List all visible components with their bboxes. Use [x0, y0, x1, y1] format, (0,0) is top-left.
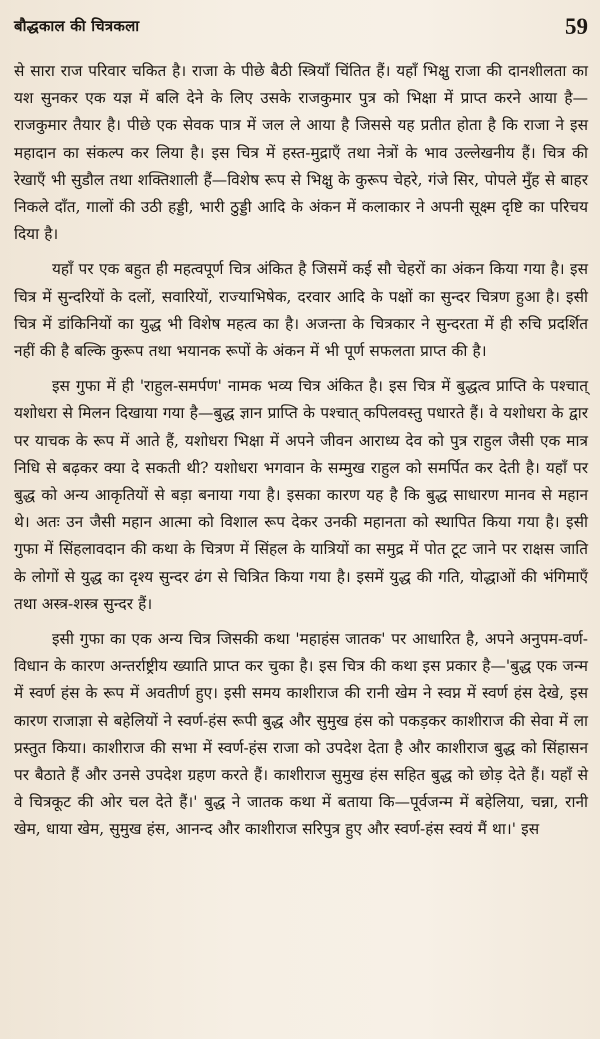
page-number: 59 [565, 14, 588, 39]
body-text [14, 58, 588, 852]
paragraph: से सारा राज परिवार चकित है। राजा के पीछे बैठी स्त्रियाँ चिंतित हैं। यहाँ भिक्षु राजा की दानशीलता का यश सुनकर एक यज्ञ में बलि देने के लिए उसके राजकुमार पुत्र को भिक्षा में प्राप्त करने आया है—राजकुमार तैयार है। पीछे एक सेवक पात्र में जल ले आया है जिससे यह प्रतीत होता है कि राजा ने इस महादान का संकल्प कर लिया है। इस चित्र में हस्त-मुद्राएँ तथा नेत्रों के भाव उल्लेखनीय हैं। चित्र की रेखाएँ भी सुडौल तथा शक्तिशाली हैं—विशेष रूप से भिक्षु के कुरूप चेहरे, गंजे सिर, पोपले मुँह से बाहर निकले दाँत, गालों की उठी हड्डी, भारी ठुड्डी आदि के अंकन में कलाकार ने अपनी सूक्ष्म दृष्टि का परिचय दिया है। [14, 62, 588, 244]
paragraph: यहाँ पर एक बहुत ही महत्वपूर्ण चित्र अंकित है जिसमें कई सौ चेहरों का अंकन किया गया है। इस चित्र में सुन्दरियों के दलों, सवारियों, राज्याभिषेक, दरवार आदि के पक्षों का सुन्दर चित्रण हुआ है। इसी चित्र में डांकिनियों का युद्ध भी विशेष महत्व का है। अजन्ता के चित्रकार ने सुन्दरता में ही रुचि प्रदर्शित नहीं की है बल्कि कुरूप तथा भयानक रूपों के अंकन में भी पूर्ण सफलता प्राप्त की है। [14, 260, 588, 361]
page-header [14, 10, 588, 46]
running-title: बौद्धकाल की चित्रकला [14, 17, 140, 35]
paragraph: इस गुफा में ही 'राहुल-समर्पण' नामक भव्य चित्र अंकित है। इस चित्र में बुद्धत्व प्राप्ति के पश्चात् यशोधरा से मिलन दिखाया गया है—बुद्ध ज्ञान प्राप्ति के पश्चात् कपिलवस्तु पधारते हैं। वे यशोधरा के द्वार पर याचक के रूप में आते हैं, यशोधरा भिक्षा में अपने जीवन आराध्य देव को पुत्र राहुल जैसी एक मात्र निधि से बढ़कर क्या दे सकती थी? यशोधरा भगवान के सम्मुख राहुल को समर्पित कर देती है। यहाँ पर बुद्ध को अन्य आकृतियों से बड़ा बनाया गया है। इसका कारण यह है कि बुद्ध साधारण मानव से महान थे। अतः उन जैसी महान आत्मा को विशाल रूप देकर उनकी महानता को स्थापित किया गया है। इसी गुफा में सिंहलावदान की कथा के चित्रण में सिंहल के यात्रियों का समुद्र में पोत टूट जाने पर राक्षस जाति के लोगों से युद्ध का दृश्य सुन्दर ढंग से चित्रित किया गया है। इसमें युद्ध की गति, योद्धाओं की भंगिमाएँ तथा अस्त्र-शस्त्र सुन्दर हैं। [14, 377, 588, 613]
paragraph: इसी गुफा का एक अन्य चित्र जिसकी कथा 'महाहंस जातक' पर आधारित है, अपने अनुपम-वर्ण-विधान के कारण अन्तर्राष्ट्रीय ख्याति प्राप्त कर चुका है। इस चित्र की कथा इस प्रकार है—'बुद्ध एक जन्म में स्वर्ण हंस के रूप में अवतीर्ण हुए। इसी समय काशीराज की रानी खेम ने स्वप्न में स्वर्ण हंस देखे, इस कारण राजाज्ञा से बहेलियों ने स्वर्ण-हंस रूपी बुद्ध और सुमुख हंस को पकड़कर काशीराज की सेवा में ला प्रस्तुत किया। काशीराज की सभा में स्वर्ण-हंस राजा को उपदेश देता है और काशीराज बुद्ध को सिंहासन पर बैठाते हैं और उनसे उपदेश ग्रहण करते हैं। काशीराज सुमुख हंस सहित बुद्ध को छोड़ देते हैं। यहाँ से वे चित्रकूट की ओर चल देते हैं।' बुद्ध ने जातक कथा में बताया कि—पूर्वजन्म में बहेलिया, चन्ना, रानी खेम, धाया खेम, सुमुख हंस, आनन्द और काशीराज सरिपुत्र हुए और स्वर्ण-हंस स्वयं मैं था।' इस [14, 630, 588, 839]
